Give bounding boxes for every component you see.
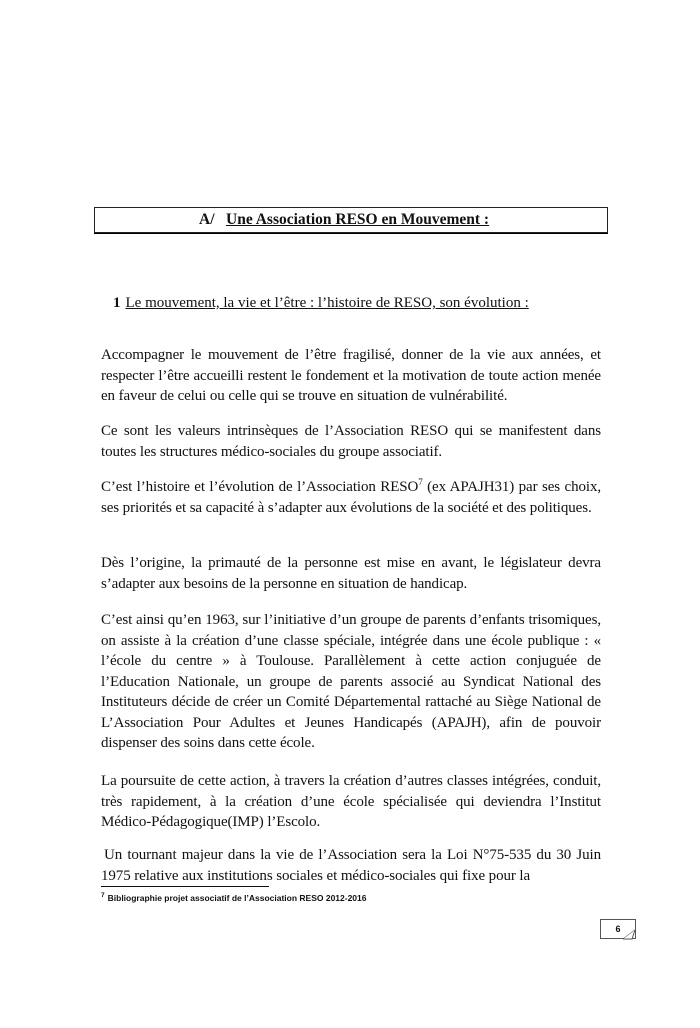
paragraph — [101, 477, 601, 518]
footnote-separator — [101, 886, 269, 887]
page-number: 6 — [600, 919, 636, 939]
paragraph-text: C’est l’histoire et l’évolution de l’Association RESO — [101, 479, 419, 495]
section-title: Une Association RESO en Mouvement : — [226, 211, 490, 228]
section-title-prefix: A/ — [199, 211, 215, 228]
paragraph: C’est ainsi qu’en 1963, sur l’initiative d’un groupe de parents d’enfants trisomiques, on assiste à la création d’une classe spéciale, intégrée dans une école publique : « l’école du centre » à Toulouse. Parallèlement à cette action conjuguée de l’Education Nationale, un groupe de parents associé au Syndicat National des Instituteurs décide de créer un Comité Départemental rattaché au Siège National de L’Association Pour Adultes et Jeunes Handicapés (APAJH), afin de pouvoir dispenser des soins dans cette école. — [101, 612, 601, 751]
footnote — [101, 892, 367, 903]
subsection-heading — [113, 295, 529, 312]
subsection-number: 1 — [113, 295, 121, 311]
paragraph: La poursuite de cette action, à travers la création d’autres classes intégrées, conduit, très rapidement, à la création d’une école spécialisée qui deviendra l’Institut Médico-Pédagogique(IMP) l’Escolo. — [101, 773, 601, 830]
paragraph: Dès l’origine, la primauté de la personne est mise en avant, le législateur devra s’adapter aux besoins de la personne en situation de handicap. — [101, 555, 601, 592]
page-number-box — [600, 919, 636, 940]
footnote-marker: 7 — [101, 892, 105, 899]
footnote-reference[interactable]: 7 — [418, 477, 423, 487]
page-curl-icon — [622, 929, 636, 940]
paragraph: Un tournant majeur dans la vie de l’Association sera la Loi N°75-535 du 30 Juin 1975 relative aux institutions sociales et médico-sociales qui fixe pour la — [101, 847, 601, 884]
section-title-box — [94, 207, 608, 233]
paragraph: Ce sont les valeurs intrinsèques de l’Association RESO qui se manifestent dans toutes les structures médico-sociales du groupe associatif. — [101, 423, 601, 460]
subsection-heading-text: Le mouvement, la vie et l’être : l’histoire de RESO, son évolution : — [125, 295, 529, 311]
footnote-text: Bibliographie projet associatif de l’Association RESO 2012-2016 — [107, 892, 367, 903]
paragraph-text: (ex APAJH31) par ses choix, ses priorités et sa capacité à s’adapter aux évolutions de la société et des politiques. — [101, 479, 601, 516]
paragraph: Accompagner le mouvement de l’être fragilisé, donner de la vie aux années, et respecter l’être accueilli restent le fondement et la motivation de toute action menée en faveur de celui ou celle qui se trouve en situation de vulnérabilité. — [101, 347, 601, 404]
